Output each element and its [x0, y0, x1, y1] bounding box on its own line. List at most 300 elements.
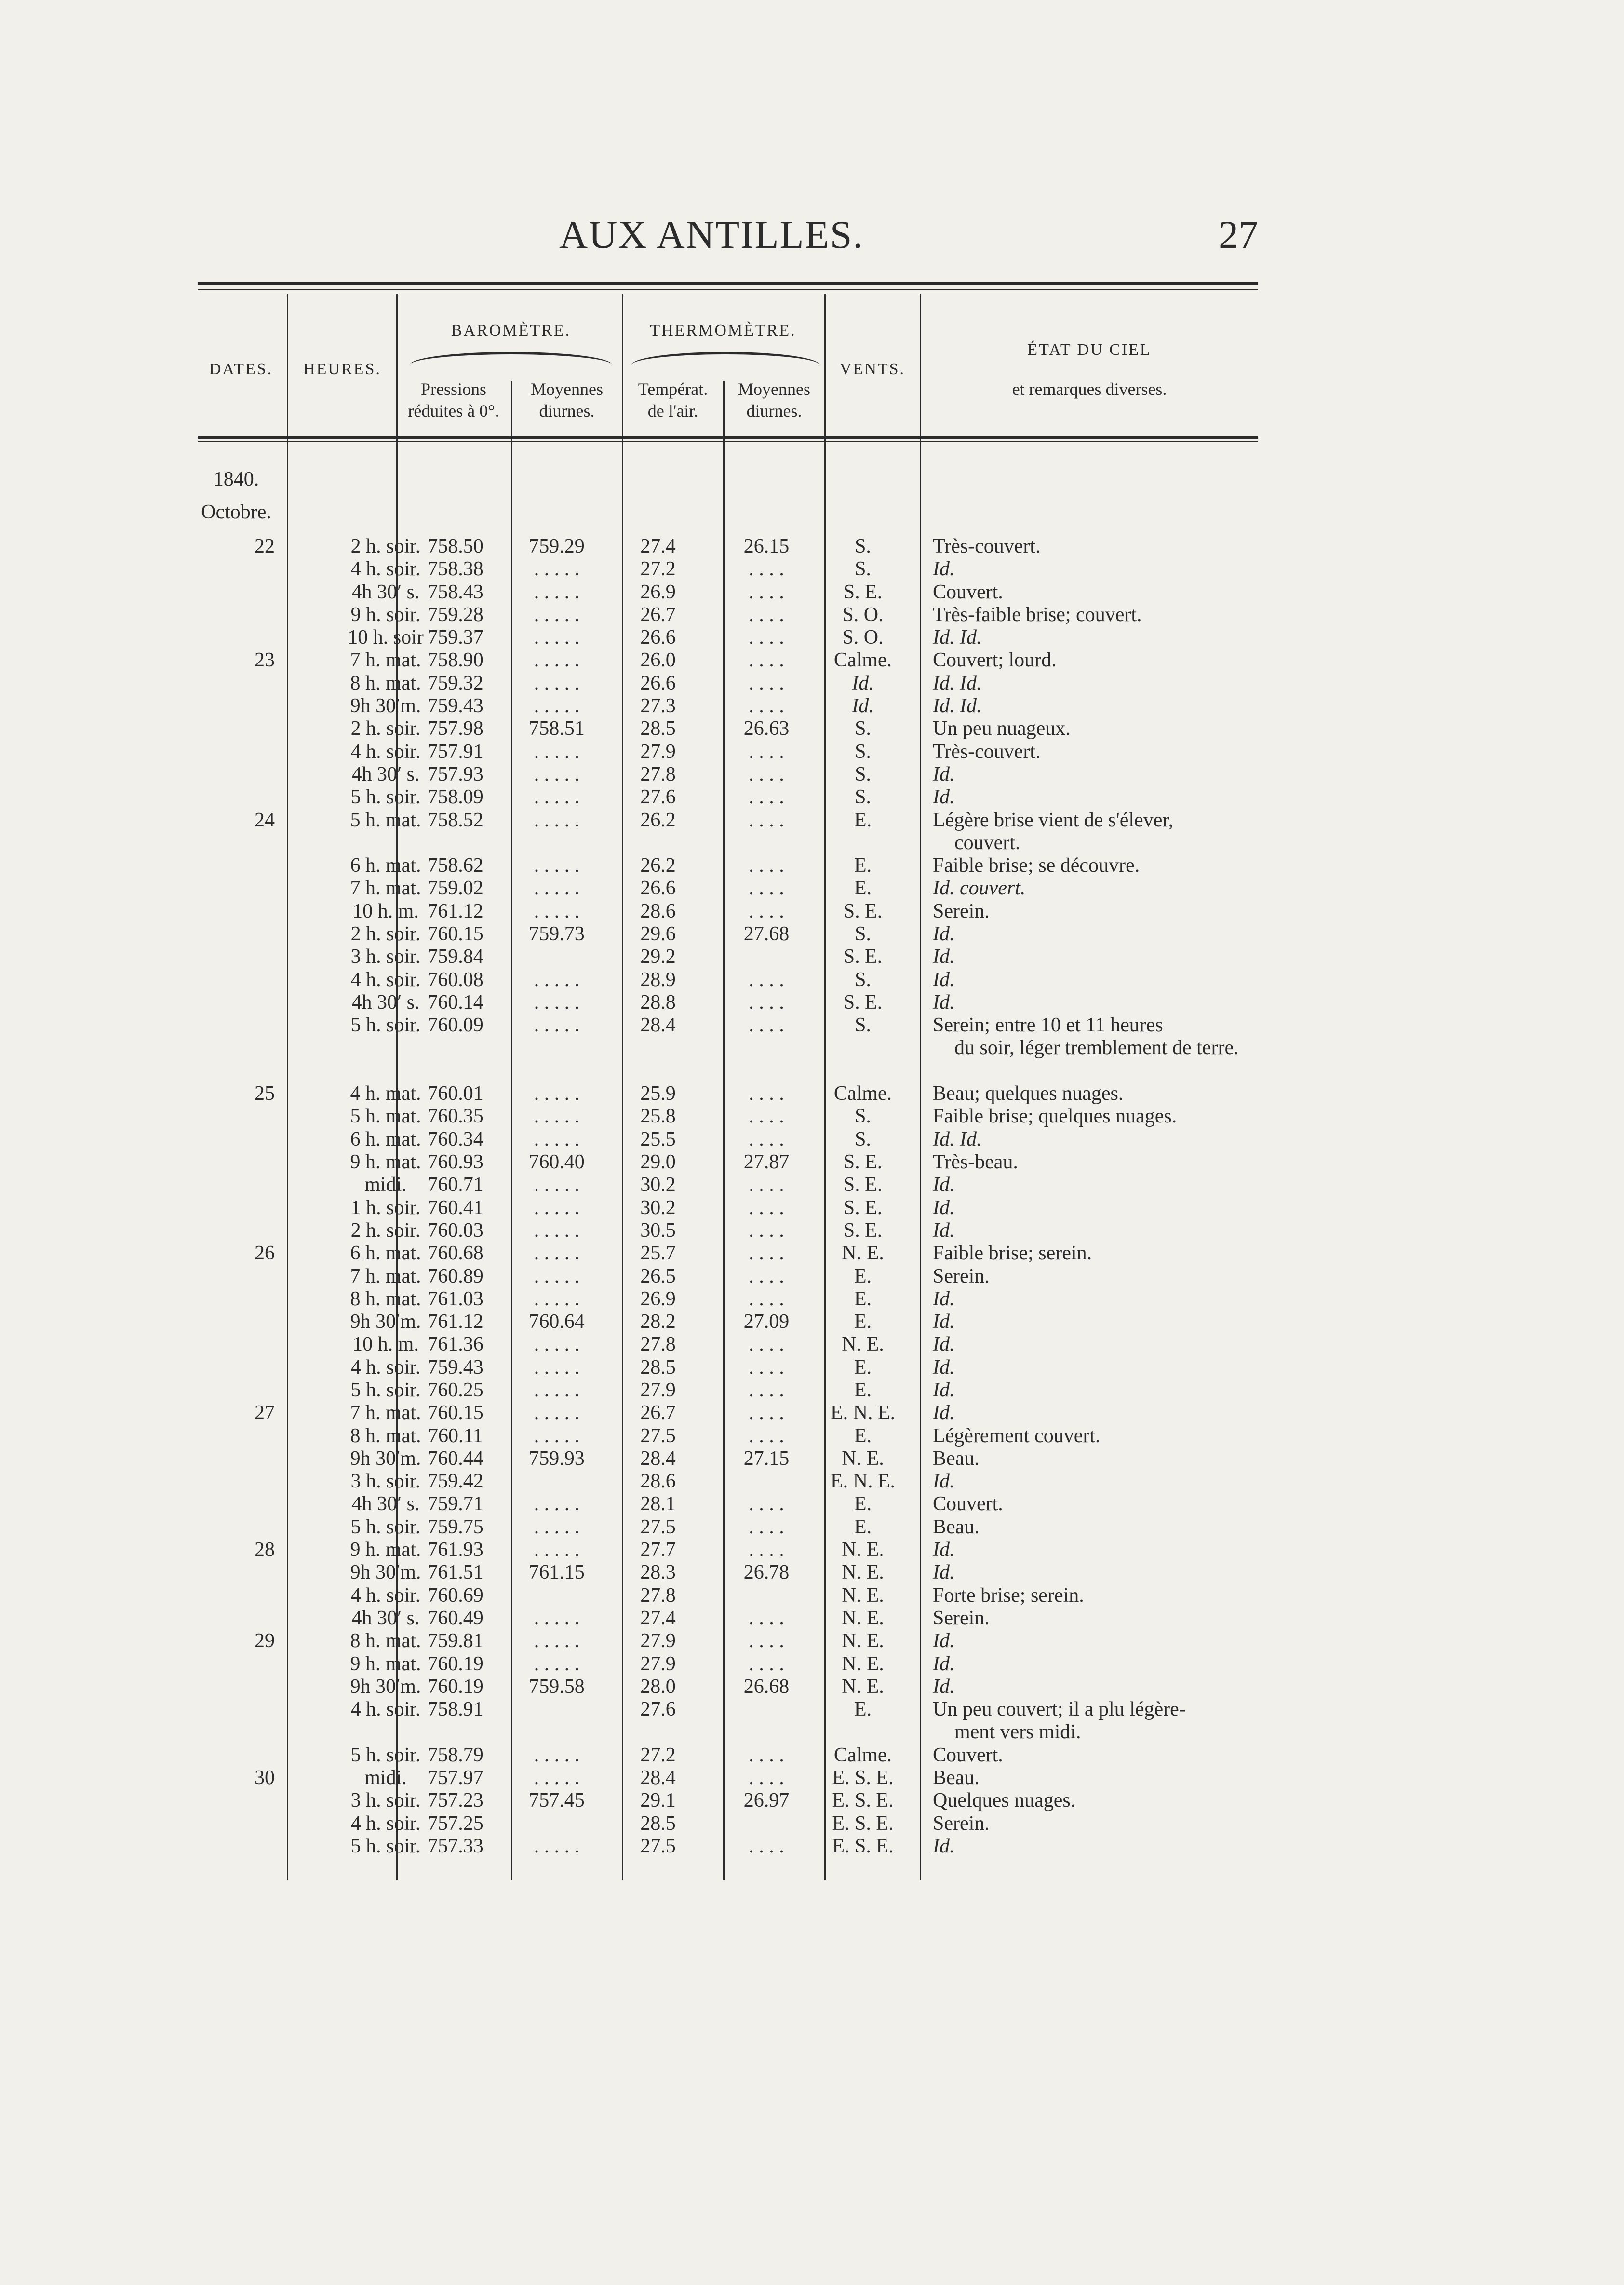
cell-vent: E. [854, 877, 872, 900]
cell-press: 759.42 [428, 1470, 483, 1493]
table-row [188, 991, 1268, 1014]
cell-tmoy: . . . . [749, 786, 784, 809]
cell-heure: 4h 30′ s. [351, 581, 420, 603]
cell-temp: 28.1 [640, 1493, 676, 1515]
header-moyennes-thermometre [724, 379, 824, 422]
cell-vent: S. [855, 968, 871, 991]
table-row [188, 1607, 1268, 1630]
cell-vent: E. [854, 1493, 872, 1515]
page-number: 27 [1219, 213, 1258, 257]
cell-etat [933, 1676, 1251, 1698]
cell-etat [933, 1379, 1251, 1402]
cell-temp: 27.3 [640, 695, 676, 717]
table-row [188, 1014, 1268, 1082]
cell-heure: 2 h. soir. [350, 1219, 421, 1242]
cell-press: 759.75 [428, 1515, 483, 1538]
etat-line-1: Id. [933, 1630, 955, 1652]
cell-pmoy: . . . . . [534, 1424, 580, 1447]
cell-temp: 28.6 [640, 1470, 676, 1493]
cell-tmoy: . . . . [749, 1082, 784, 1105]
cell-pmoy: . . . . . [534, 695, 580, 717]
cell-tmoy: . . . . [749, 1539, 784, 1561]
cell-pmoy: . . . . . [534, 786, 580, 809]
etat-line-1: Serein; entre 10 et 11 heures [933, 1014, 1163, 1037]
cell-temp: 28.9 [640, 968, 676, 991]
cell-etat [933, 581, 1251, 604]
cell-tmoy: . . . . [749, 809, 784, 831]
cell-temp: 27.4 [640, 535, 676, 557]
cell-etat [933, 1082, 1251, 1105]
cell-heure: midi. [364, 1174, 407, 1196]
table-row [188, 1584, 1268, 1607]
table-row [188, 877, 1268, 900]
cell-tmoy: . . . . [749, 854, 784, 877]
etat-line-1: Id. [933, 946, 955, 968]
cell-etat [933, 1744, 1251, 1767]
cell-vent: S. [855, 740, 871, 763]
cell-press: 758.09 [428, 786, 483, 809]
cell-temp: 27.9 [640, 1379, 676, 1401]
cell-temp: 28.8 [640, 991, 676, 1014]
cell-etat [933, 1630, 1251, 1652]
cell-vent: S. E. [843, 581, 883, 603]
cell-tmoy: 27.15 [743, 1447, 790, 1470]
table-row [188, 1744, 1268, 1767]
cell-press: 760.01 [428, 1082, 483, 1105]
cell-tmoy: . . . . [749, 581, 784, 603]
cell-vent: S. [855, 1014, 871, 1037]
cell-temp: 27.5 [640, 1424, 676, 1447]
month-label: Octobre. [201, 501, 271, 523]
cell-etat [933, 1242, 1251, 1265]
cell-press: 759.37 [428, 626, 483, 649]
cell-heure: 4h 30′ s. [351, 991, 420, 1014]
cell-temp: 26.9 [640, 581, 676, 603]
cell-heure: 6 h. mat. [350, 1242, 421, 1265]
cell-pmoy: . . . . . [534, 1630, 580, 1652]
etat-line-1: Id. [933, 1402, 955, 1424]
cell-pmoy: . . . . . [534, 1265, 580, 1287]
cell-heure: 5 h. soir. [350, 1379, 421, 1401]
cell-temp: 27.8 [640, 1584, 676, 1607]
cell-press: 760.35 [428, 1105, 483, 1128]
cell-vent: E. [854, 1515, 872, 1538]
cell-press: 760.11 [428, 1424, 483, 1447]
etat-line-1: Légère brise vient de s'élever, [933, 809, 1174, 831]
cell-tmoy: . . . . [749, 1835, 784, 1857]
cell-etat [933, 786, 1251, 809]
cell-press: 760.71 [428, 1174, 483, 1196]
cell-heure: 8 h. mat. [350, 1287, 421, 1310]
cell-etat [933, 1584, 1251, 1607]
cell-tmoy: 27.09 [743, 1311, 790, 1333]
cell-heure: 6 h. mat. [350, 1128, 421, 1150]
cell-temp: 28.5 [640, 1812, 676, 1835]
cell-press: 758.62 [428, 854, 483, 877]
cell-date: 26 [255, 1242, 275, 1265]
cell-heure: 4h 30′ s. [351, 1607, 420, 1629]
table-row [188, 1128, 1268, 1151]
cell-tmoy: . . . . [749, 672, 784, 694]
cell-etat [933, 1402, 1251, 1424]
cell-date: 27 [255, 1402, 275, 1424]
cell-pmoy: 759.58 [529, 1675, 585, 1698]
etat-line-1: Très-faible brise; couvert. [933, 603, 1142, 626]
cell-press: 758.91 [428, 1698, 483, 1721]
cell-press: 760.89 [428, 1265, 483, 1287]
cell-vent: S. O. [842, 626, 884, 649]
cell-pmoy: . . . . . [534, 991, 580, 1014]
etat-line-1: Très-couvert. [933, 740, 1041, 763]
header-heures: HEURES. [303, 360, 381, 378]
cell-press: 758.79 [428, 1744, 483, 1766]
cell-etat [933, 1470, 1251, 1493]
etat-line-1: Beau. [933, 1447, 980, 1470]
etat-line-1: Id. [933, 1561, 955, 1584]
table-row [188, 1288, 1268, 1311]
cell-etat [933, 1516, 1251, 1539]
etat-line-1: Forte brise; serein. [933, 1584, 1084, 1607]
cell-heure: 4h 30′ s. [351, 763, 420, 785]
cell-pmoy: . . . . . [534, 1379, 580, 1401]
table-row [188, 604, 1268, 626]
cell-temp: 28.4 [640, 1767, 676, 1789]
cell-etat [933, 969, 1251, 991]
cell-pmoy: . . . . . [534, 1356, 580, 1379]
cell-etat [933, 991, 1251, 1014]
etat-line-1: Id. [933, 1333, 955, 1356]
cell-pmoy: . . . . . [534, 1402, 580, 1424]
cell-pmoy: . . . . . [534, 1744, 580, 1766]
cell-heure: 9h 30′m. [350, 1311, 421, 1333]
cell-vent: S. O. [842, 603, 884, 626]
cell-etat [933, 1812, 1251, 1835]
cell-date: 22 [255, 535, 275, 557]
header-moyennes-barometre [512, 379, 622, 422]
cell-press: 759.43 [428, 1356, 483, 1379]
cell-heure: 9 h. soir. [350, 603, 421, 626]
cell-press: 760.93 [428, 1151, 483, 1174]
cell-press: 760.14 [428, 991, 483, 1014]
table-row [188, 649, 1268, 672]
cell-vent: N. E. [842, 1539, 884, 1561]
cell-vent: N. E. [842, 1333, 884, 1356]
cell-pmoy: . . . . . [534, 1287, 580, 1310]
table-row [188, 1789, 1268, 1812]
cell-press: 760.15 [428, 923, 483, 946]
cell-temp: 27.5 [640, 1835, 676, 1857]
cell-press: 761.12 [428, 1311, 483, 1333]
cell-temp: 29.0 [640, 1151, 676, 1174]
cell-tmoy: . . . . [749, 1493, 784, 1515]
cell-etat [933, 1219, 1251, 1242]
cell-pmoy: . . . . . [534, 1493, 580, 1515]
cell-pmoy: . . . . . [534, 1174, 580, 1196]
cell-press: 759.28 [428, 603, 483, 626]
cell-etat [933, 1288, 1251, 1311]
table-row [188, 1539, 1268, 1561]
table-row [188, 1493, 1268, 1515]
top-rule [198, 282, 1258, 285]
cell-temp: 27.2 [640, 1744, 676, 1766]
cell-vent: N. E. [842, 1447, 884, 1470]
cell-etat [933, 1265, 1251, 1288]
cell-etat [933, 1767, 1251, 1789]
cell-pmoy: . . . . . [534, 1219, 580, 1242]
cell-press: 759.43 [428, 695, 483, 717]
cell-heure: 8 h. mat. [350, 1630, 421, 1652]
cell-heure: 4h 30′ s. [351, 1493, 420, 1515]
cell-vent: E. [854, 1424, 872, 1447]
etat-line-1: Id. Id. [933, 672, 982, 694]
cell-vent: Id. [852, 695, 874, 717]
etat-line-1: Faible brise; quelques nuages. [933, 1105, 1177, 1128]
cell-etat [933, 1425, 1251, 1447]
header-pressions [396, 379, 511, 422]
cell-temp: 28.5 [640, 717, 676, 740]
cell-date: 30 [255, 1767, 275, 1789]
cell-vent: E. N. E. [830, 1470, 896, 1493]
cell-pmoy: . . . . . [534, 1082, 580, 1105]
cell-heure: 9 h. mat. [350, 1151, 421, 1174]
cell-tmoy: . . . . [749, 1356, 784, 1379]
cell-vent: S. E. [843, 946, 883, 968]
cell-tmoy: . . . . [749, 1174, 784, 1196]
table-row [188, 1561, 1268, 1584]
cell-heure: 5 h. soir. [350, 786, 421, 809]
etat-line-1: Couvert. [933, 581, 1003, 603]
cell-press: 759.71 [428, 1493, 483, 1515]
etat-line-1: Un peu nuageux. [933, 717, 1071, 740]
cell-vent: E. S. E. [832, 1812, 894, 1835]
cell-temp: 26.0 [640, 649, 676, 672]
cell-tmoy: . . . . [749, 1424, 784, 1447]
cell-pmoy: 761.15 [529, 1561, 585, 1584]
etat-line-2: ment vers midi. [954, 1721, 1081, 1744]
cell-press: 759.02 [428, 877, 483, 900]
table-row [188, 1197, 1268, 1219]
header-moy-th-l1: Moyennes [738, 379, 810, 399]
cell-etat [933, 1105, 1251, 1128]
cell-temp: 27.9 [640, 1652, 676, 1675]
cell-vent: N. E. [842, 1607, 884, 1629]
cell-pmoy: 757.45 [529, 1789, 585, 1812]
cell-tmoy: . . . . [749, 1515, 784, 1538]
cell-etat [933, 1151, 1251, 1174]
cell-tmoy: . . . . [749, 1767, 784, 1789]
cell-etat [933, 1128, 1251, 1151]
cell-temp: 27.4 [640, 1607, 676, 1629]
year-label: 1840. [213, 468, 259, 490]
cell-temp: 27.5 [640, 1515, 676, 1538]
cell-tmoy: . . . . [749, 1014, 784, 1037]
cell-heure: 4 h. soir. [350, 1584, 421, 1607]
cell-vent: N. E. [842, 1584, 884, 1607]
cell-press: 759.32 [428, 672, 483, 694]
cell-etat [933, 741, 1251, 763]
table-row [188, 1333, 1268, 1356]
table-row [188, 854, 1268, 877]
cell-tmoy: . . . . [749, 1607, 784, 1629]
cell-heure: 8 h. mat. [350, 1424, 421, 1447]
etat-line-1: Id. [933, 1652, 955, 1675]
cell-tmoy: . . . . [749, 740, 784, 763]
etat-line-1: Id. [933, 1196, 955, 1219]
cell-tmoy: . . . . [749, 1105, 784, 1128]
top-rule-thin [198, 289, 1258, 290]
cell-pmoy: . . . . . [534, 1128, 580, 1150]
cell-vent: S. [855, 763, 871, 785]
cell-etat [933, 1493, 1251, 1515]
cell-heure: 5 h. mat. [350, 809, 421, 831]
cell-press: 757.91 [428, 740, 483, 763]
cell-etat [933, 900, 1251, 923]
cell-temp: 27.9 [640, 740, 676, 763]
cell-vent: N. E. [842, 1675, 884, 1698]
cell-tmoy: . . . . [749, 991, 784, 1014]
table-row [188, 1311, 1268, 1333]
cell-tmoy: . . . . [749, 1128, 784, 1150]
table-row [188, 809, 1268, 855]
cell-vent: S. [855, 535, 871, 557]
etat-line-1: Id. Id. [933, 695, 982, 717]
header-rule [198, 436, 1258, 439]
cell-press: 760.44 [428, 1447, 483, 1470]
table-row [188, 1447, 1268, 1470]
table-row [188, 1835, 1268, 1858]
table-row [188, 1767, 1268, 1789]
cell-tmoy: 26.68 [743, 1675, 790, 1698]
cell-press: 758.38 [428, 558, 483, 581]
cell-vent: S. E. [843, 1219, 883, 1242]
table-row [188, 672, 1268, 695]
table-row [188, 1653, 1268, 1676]
cell-heure: 4 h. soir. [350, 1812, 421, 1835]
table-row [188, 1219, 1268, 1242]
cell-temp: 28.2 [640, 1311, 676, 1333]
etat-line-1: Id. [933, 1311, 955, 1333]
header-barometre: BAROMÈTRE. [451, 322, 571, 339]
cell-heure: 5 h. mat. [350, 1105, 421, 1128]
table-row [188, 1151, 1268, 1174]
cell-pmoy: . . . . . [534, 968, 580, 991]
etat-line-1: Id. Id. [933, 626, 982, 649]
cell-heure: 7 h. mat. [350, 1402, 421, 1424]
etat-line-1: Beau; quelques nuages. [933, 1082, 1124, 1105]
etat-line-1: Id. [933, 968, 955, 991]
etat-line-1: Serein. [933, 900, 990, 922]
cell-temp: 26.9 [640, 1287, 676, 1310]
cell-temp: 28.4 [640, 1014, 676, 1037]
cell-tmoy: . . . . [749, 695, 784, 717]
cell-press: 757.23 [428, 1789, 483, 1812]
cell-temp: 27.8 [640, 763, 676, 785]
cell-pmoy: . . . . . [534, 1835, 580, 1857]
cell-etat [933, 809, 1251, 854]
cell-tmoy: . . . . [749, 900, 784, 922]
cell-etat [933, 558, 1251, 581]
cell-temp: 28.0 [640, 1675, 676, 1698]
header-temp-l1: Températ. [638, 379, 708, 399]
cell-vent: E. N. E. [830, 1402, 896, 1424]
cell-press: 760.34 [428, 1128, 483, 1150]
cell-heure: 3 h. soir. [350, 1789, 421, 1812]
header-moy-th-l2: diurnes. [746, 401, 802, 420]
cell-press: 760.19 [428, 1652, 483, 1675]
cell-tmoy: . . . . [749, 558, 784, 581]
cell-pmoy: . . . . . [534, 854, 580, 877]
etat-line-1: Id. [933, 763, 955, 785]
cell-temp: 25.7 [640, 1242, 676, 1265]
cell-vent: E. [854, 1311, 872, 1333]
header-rule-thin [198, 441, 1258, 442]
cell-vent: Calme. [833, 1082, 892, 1105]
header-thermometre: THERMOMÈTRE. [650, 322, 796, 339]
cell-press: 757.33 [428, 1835, 483, 1857]
cell-heure: 5 h. soir. [350, 1835, 421, 1857]
cell-temp: 25.5 [640, 1128, 676, 1150]
cell-heure: 7 h. mat. [350, 1265, 421, 1287]
etat-line-1: Id. [933, 1539, 955, 1561]
cell-temp: 30.2 [640, 1196, 676, 1219]
etat-line-1: Id. [933, 1835, 955, 1857]
cell-heure: 4 h. soir. [350, 558, 421, 581]
cell-press: 760.09 [428, 1014, 483, 1037]
cell-heure: 9h 30′m. [350, 695, 421, 717]
header-etat-l2: et remarques diverses. [1012, 379, 1167, 399]
header-temp-l2: de l'air. [647, 401, 698, 420]
cell-pmoy: 759.73 [529, 923, 585, 946]
table-row [188, 1676, 1268, 1698]
cell-heure: 4 h. soir. [350, 1698, 421, 1721]
cell-etat [933, 1698, 1251, 1744]
etat-line-1: Id. [933, 1675, 955, 1698]
cell-etat [933, 649, 1251, 672]
cell-tmoy: 26.97 [743, 1789, 790, 1812]
table-row [188, 741, 1268, 763]
cell-etat [933, 1607, 1251, 1630]
etat-line-1: Beau. [933, 1515, 980, 1538]
table-row [188, 763, 1268, 786]
cell-vent: E. S. E. [832, 1767, 894, 1789]
cell-etat [933, 923, 1251, 946]
cell-tmoy: . . . . [749, 1242, 784, 1265]
table-row [188, 900, 1268, 923]
etat-line-1: Id. couvert. [933, 877, 1026, 900]
etat-line-1: Quelques nuages. [933, 1789, 1076, 1812]
table-row [188, 923, 1268, 946]
header-pressions-l1: Pressions [420, 379, 487, 399]
cell-tmoy: . . . . [749, 1219, 784, 1242]
cell-pmoy: . . . . . [534, 1242, 580, 1265]
cell-date: 25 [255, 1082, 275, 1105]
cell-press: 761.93 [428, 1539, 483, 1561]
cell-press: 759.81 [428, 1630, 483, 1652]
cell-vent: S. E. [843, 900, 883, 922]
cell-vent: S. [855, 1128, 871, 1150]
cell-pmoy: . . . . . [534, 603, 580, 626]
cell-press: 760.41 [428, 1196, 483, 1219]
cell-tmoy: 27.87 [743, 1151, 790, 1174]
cell-etat [933, 1539, 1251, 1561]
cell-heure: 5 h. soir. [350, 1014, 421, 1037]
cell-temp: 27.6 [640, 1698, 676, 1721]
cell-pmoy: . . . . . [534, 1333, 580, 1356]
cell-tmoy: . . . . [749, 1744, 784, 1766]
cell-pmoy: . . . . . [534, 649, 580, 672]
cell-temp: 25.9 [640, 1082, 676, 1105]
cell-heure: 6 h. mat. [350, 854, 421, 877]
